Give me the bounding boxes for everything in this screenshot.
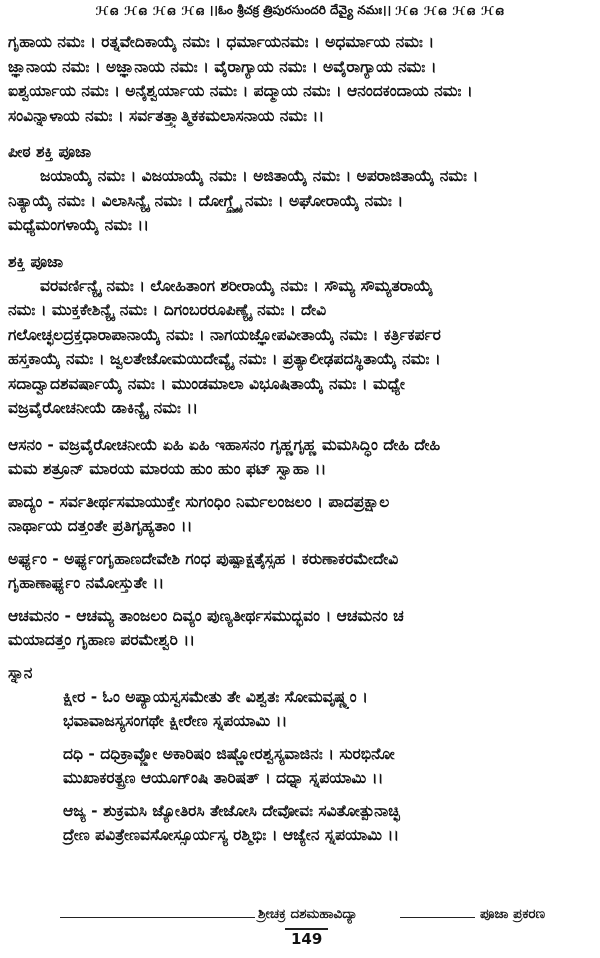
text-line: ವಜ್ರವೈರೋಚನೀಯೆ ಡಾಕಿನ್ಯೈ ನಮಃ ।। bbox=[8, 399, 199, 417]
text-line: ಮಯಾದತ್ತಂ ಗೃಹಾಣ ಪರಮೇಶ್ವರಿ ।। bbox=[8, 631, 195, 649]
page-number: 149 bbox=[285, 928, 328, 948]
footer-rule-left bbox=[60, 917, 255, 918]
shakti-puja-section bbox=[8, 250, 590, 421]
header-ornament-left: ℋഒ ℋഒ ℋഒ ℋഒ bbox=[95, 3, 205, 18]
arghya-section bbox=[8, 547, 590, 596]
achamana-section bbox=[8, 604, 590, 653]
section-heading: ಸ್ನಾನ bbox=[8, 663, 33, 682]
page-footer bbox=[0, 904, 600, 954]
text-line: ಸಂವಿನ್ನಾಳಾಯ ನಮಃ । ಸರ್ವತತ್ತ್ವಾತ್ಮಿಕಕಮಲಾಸನಾಯ ನಮಃ ।। bbox=[8, 106, 325, 125]
text-line: ಜಯಾಯೈ ನಮಃ । ವಿಜಯಾಯೈ ನಮಃ । ಅಜಿತಾಯೈ ನಮಃ । ಅಪರಾಜಿತಾಯೈ ನಮಃ । bbox=[40, 167, 479, 185]
text-line: ಜ್ಞಾನಾಯ ನಮಃ । ಅಜ್ಞಾನಾಯ ನಮಃ । ವೈರಾಗ್ಯಾಯ ನಮಃ । ಅವೈರಾಗ್ಯಾಯ ನಮಃ । bbox=[8, 57, 437, 76]
text-line: ಹಸ್ತಕಾಯೈ ನಮಃ । ಜ್ವಲತೇಜೋಮಯಿದೇವ್ಯೈ ನಮಃ । ಪ್ರತ್ಯಾಲೀಢಪದಸ್ಥಿತಾಯೈ ನಮಃ । bbox=[8, 350, 441, 368]
text-line: ಐಶ್ವರ್ಯಾಯ ನಮಃ । ಅನೈಶ್ವರ್ಯಾಯ ನಮಃ । ಪದ್ಮಾಯ ನಮಃ । ಆನಂದಕಂದಾಯ ನಮಃ । bbox=[8, 82, 473, 100]
text-line: ಆಚಮನಂ - ಆಚಮ್ಯ ತಾಂಜಲಂ ದಿವ್ಯಂ ಪುಣ್ಯತೀರ್ಥಸಮುದ್ಭವಂ । ಆಚಮನಂ ಚ bbox=[8, 606, 404, 625]
text-line: ದಧಿ - ದಧಿಕ್ರಾವ್ಣೋ ಅಕಾರಿಷಂ ಜಿಷ್ಣೋರಶ್ವಸ್ಯವಾಜಿನಃ । ಸುರಭಿನೋ bbox=[63, 744, 395, 763]
text-line: ಗೃಹಾಣಾರ್ಘ್ಯಂ ನಮೋಸ್ತುತೇ ।। bbox=[8, 574, 165, 592]
text-line: ಆಜ್ಯ - ಶುಕ್ರಮಸಿ ಜ್ಯೋತಿರಸಿ ತೇಜೋಸಿ ದೇವೋವಃ ಸವಿತೋತ್ಪುನಾಚ್ಛಿ bbox=[63, 801, 400, 820]
section-heading: ಶಕ್ತಿ ಪೂಜಾ bbox=[8, 252, 64, 271]
text-line: ಪಾದ್ಯಂ - ಸರ್ವತೀರ್ಥಸಮಾಯುಕ್ತೇ ಸುಗಂಧಿಂ ನಿರ್ಮಲಂಜಲಂ । ಪಾದಪ್ರಕ್ಷಾಲ bbox=[8, 492, 390, 511]
text-line: ಅರ್ಘ್ಯಂ - ಅರ್ಘ್ಯಂಗೃಹಾಣದೇವೇಶಿ ಗಂಧ ಪುಷ್ಪಾಕ್ಷತೈಸ್ಸಹ । ಕರುಣಾಕರಮೇದೇವಿ bbox=[8, 549, 399, 568]
text-line: ಗಲೋಚ್ಛಲದ್ರಕ್ತಧಾರಾಪಾನಾಯೈ ನಮಃ । ನಾಗಯಜ್ಞೋಪವೀತಾಯೈ ನಮಃ । ಕರ್ತ್ರಿಕರ್ಪರ bbox=[8, 325, 441, 344]
snana-section bbox=[8, 661, 590, 848]
text-line: ನಿತ್ಯಾಯೈ ನಮಃ । ವಿಲಾಸಿನ್ಯೈ ನಮಃ । ದೋಗ್ಧ್ರ್ಯೈ ನಮಃ । ಅಘೋರಾಯೈ ನಮಃ । bbox=[8, 191, 404, 210]
footer-rule-right bbox=[400, 917, 475, 918]
text-line: ವರವರ್ಣಿನ್ಯೈ ನಮಃ । ಲೋಹಿತಾಂಗ ಶರೀರಾಯೈ ನಮಃ । ಸೌಮ್ಯ ಸೌಮ್ಯತರಾಯೈ bbox=[40, 276, 434, 295]
text-line: ಮಮ ಶತ್ರೂನ್ ಮಾರಯ ಮಾರಯ ಹುಂ ಹುಂ ಫಟ್ ಸ್ವಾಹಾ ।। bbox=[8, 460, 327, 478]
header-title: ।।ఓం శ్రీచక్ర త్రిపురసుందరి దేవ్యై నమః।। bbox=[208, 2, 392, 17]
padya-section bbox=[8, 490, 590, 539]
section-heading: ಪೀಠ ಶಕ್ತಿ ಪೂಜಾ bbox=[8, 143, 92, 161]
footer-chapter-title: ಪೂಜಾ ಪ್ರಕರಣ bbox=[480, 906, 546, 922]
header-ornament-right: ℋഒ ℋഒ ℋഒ ℋഒ bbox=[395, 3, 505, 18]
text-line: ನಾರ್ಥಾಯ ದತ್ತಂತೇ ಪ್ರತಿಗೃಹ್ಯತಾಂ ।। bbox=[8, 517, 193, 535]
text-line: ಭವಾವಾಜಸ್ಯಸಂಗಥೇ ಕ್ಷೀರೇಣ ಸ್ನಪಯಾಮಿ ।। bbox=[63, 712, 288, 730]
text-line: ದ್ರೇಣ ಪವಿತ್ರೇಣವಸೋಸ್ಸೂರ್ಯಸ್ಯ ರಶ್ಮಿಭಿಃ । ಆಜ್ಯೇನ ಸ್ನಪಯಾಮಿ ।। bbox=[63, 826, 400, 844]
text-line: ಕ್ಷೀರ - ಓಂ ಅಪ್ಯಾಯಸ್ವಸಮೇತು ತೇ ವಿಶ್ವತಃ ಸೋಮವೃಷ್ಣ್ಯಂ । bbox=[63, 687, 368, 706]
intro-block bbox=[8, 30, 590, 128]
asana-section bbox=[8, 433, 590, 482]
text-line: ಸದಾದ್ವಾದಶವರ್ಷಾಯೈ ನಮಃ । ಮುಂಡಮಾಲಾ ವಿಭೂಷಿತಾಯೈ ನಮಃ । ಮಧ್ಯೇ bbox=[8, 374, 405, 393]
footer-book-title: ಶ್ರೀಚಕ್ರ ದಶಮಹಾವಿದ್ಯಾ bbox=[258, 906, 358, 922]
peetha-shakti-section bbox=[8, 140, 590, 238]
text-line: ಮುಖಾಕರತ್ಪ್ರಣ ಆಯೂಗ್ಂಷಿ ತಾರಿಷತ್ । ದಧ್ನಾ ಸ್ನಪಯಾಮಿ ।। bbox=[63, 769, 384, 787]
page-header bbox=[8, 2, 592, 20]
text-line: ನಮಃ । ಮುಕ್ತಕೇಶಿನ್ಯೈ ನಮಃ । ದಿಗಂಬರರೂಪಿಣ್ಯೈ ನಮಃ । ದೇವಿ bbox=[8, 301, 327, 319]
page-body bbox=[8, 30, 590, 848]
text-line: ಗೃಹಾಯ ನಮಃ । ರತ್ನವೇದಿಕಾಯೈ ನಮಃ । ಧರ್ಮಾಯನಮಃ । ಅಧರ್ಮಾಯ ನಮಃ । bbox=[8, 33, 435, 51]
text-line: ಆಸನಂ - ವಜ್ರವೈರೋಚನೀಯೆ ಏಹಿ ಏಹಿ ಇಹಾಸನಂ ಗೃಹ್ಣಗೃಹ್ಣ ಮಮಸಿದ್ಧಿಂ ದೇಹಿ ದೇಹಿ bbox=[8, 435, 441, 454]
text-line: ಮಧ್ಯೆಮಂಗಳಾಯೈ ನಮಃ ।। bbox=[8, 216, 150, 234]
